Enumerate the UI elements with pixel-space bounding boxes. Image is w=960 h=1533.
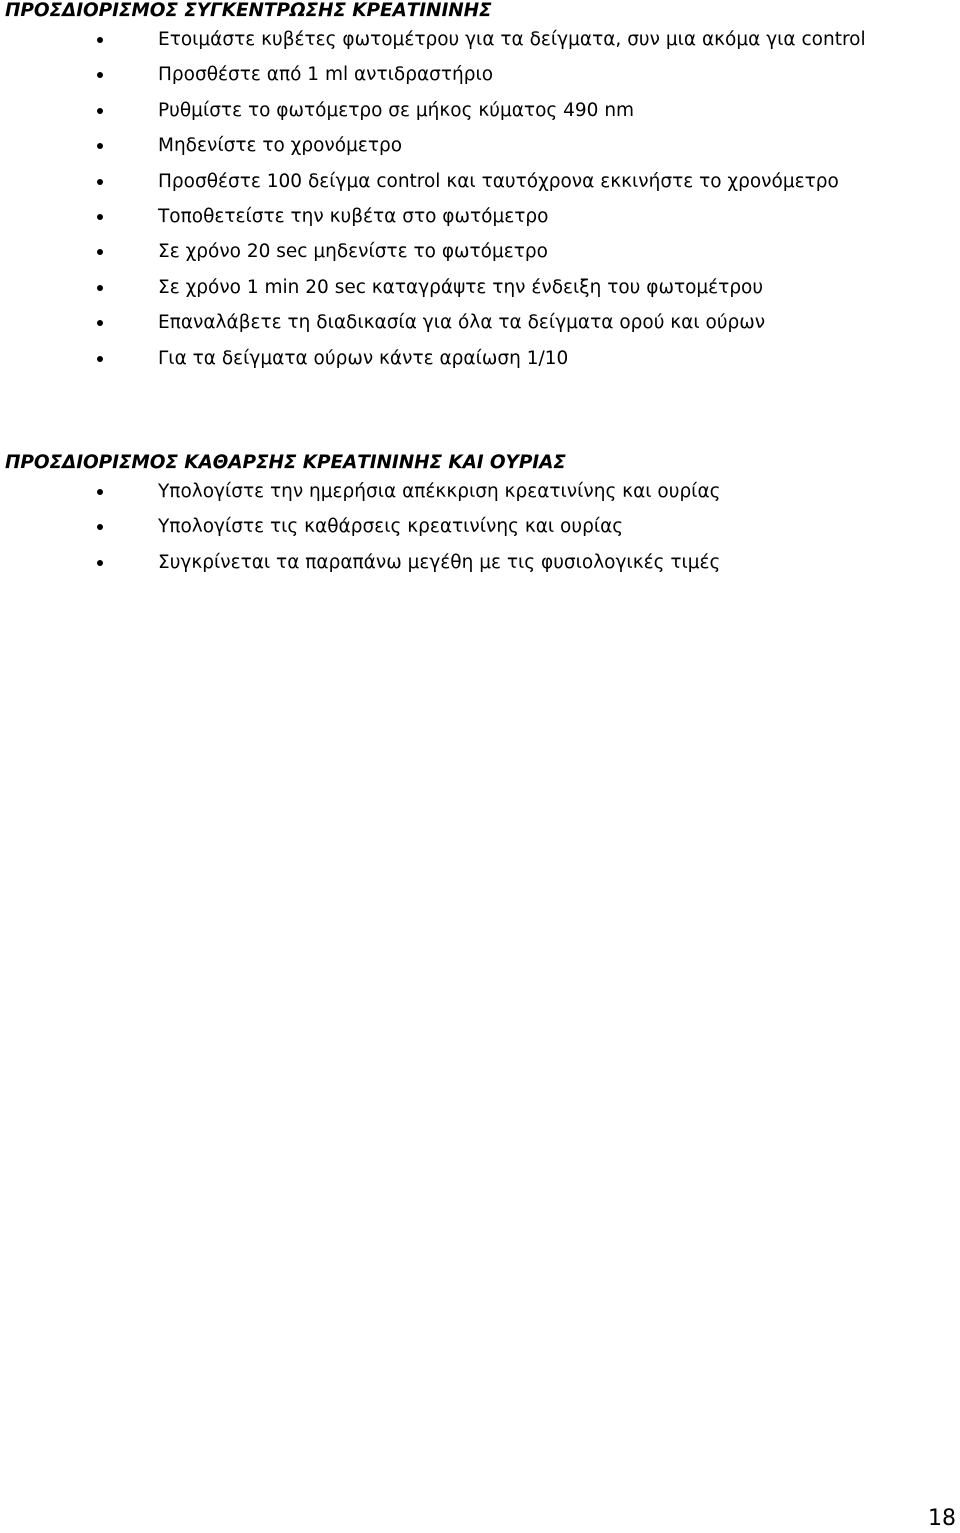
list-item (0, 341, 960, 376)
bullet-icon (97, 214, 103, 220)
bullet-icon (97, 108, 103, 114)
bullet-icon (97, 524, 103, 530)
list-item (0, 164, 960, 199)
procedure-list (0, 22, 960, 376)
bullet-icon (97, 72, 103, 78)
list-item-text: Για τα δείγματα ούρων κάντε αραίωση 1/10 (158, 347, 569, 369)
list-item-text: Σε χρόνο 1 min 20 sec καταγράψτε την ένδειξη του φωτομέτρου (158, 276, 764, 298)
procedure-list (0, 474, 960, 580)
bullet-icon (97, 143, 103, 149)
bullet-icon (97, 356, 103, 362)
list-item-text: Υπολογίστε την ημερήσια απέκκριση κρεατινίνης και ουρίας (158, 481, 721, 502)
list-item-text: Επαναλάβετε τη διαδικασία για όλα τα δείγματα ορού και ούρων (158, 312, 766, 334)
bullet-icon (97, 249, 103, 255)
list-item-text: Τοποθετείστε την κυβέτα στο φωτόμετρο (158, 205, 549, 227)
list-item (0, 128, 960, 163)
list-item (0, 93, 960, 128)
list-item-text: Συγκρίνεται τα παραπάνω μεγέθη με τις φυσιολογικές τιμές (158, 551, 721, 573)
bullet-icon (97, 37, 103, 43)
bullet-icon (97, 489, 103, 495)
list-item (0, 474, 960, 509)
bullet-icon (97, 285, 103, 291)
list-item-text: Μηδενίστε το χρονόμετρο (158, 135, 403, 157)
section-creatinine-concentration (0, 0, 960, 376)
list-item (0, 199, 960, 234)
page-number: 18 (928, 1506, 956, 1531)
list-item (0, 545, 960, 580)
list-item (0, 270, 960, 305)
list-item-text: Προσθέστε 100 δείγμα control και ταυτόχρονα εκκινήστε το χρονόμετρο (158, 170, 839, 192)
list-item-text: Υπολογίστε τις καθάρσεις κρεατινίνης και ουρίας (158, 516, 624, 538)
section-creatinine-urea-clearance (0, 452, 960, 580)
section-heading: ΠΡΟΣΔΙΟΡΙΣΜΟΣ ΚΑΘΑΡΣΗΣ ΚΡΕΑΤΙΝΙΝΗΣ ΚΑΙ ΟΥΡΙΑΣ (5, 452, 566, 473)
list-item (0, 57, 960, 92)
list-item (0, 305, 960, 340)
bullet-icon (97, 179, 103, 185)
list-item (0, 509, 960, 544)
section-heading: ΠΡΟΣΔΙΟΡΙΣΜΟΣ ΣΥΓΚΕΝΤΡΩΣΗΣ ΚΡΕΑΤΙΝΙΝΗΣ (5, 0, 492, 21)
list-item-text: Προσθέστε από 1 ml αντιδραστήριο (158, 64, 494, 86)
bullet-icon (97, 320, 103, 326)
list-item-text: Ρυθμίστε το φωτόμετρο σε μήκος κύματος 490 nm (158, 99, 635, 121)
list-item (0, 22, 960, 57)
list-item-text: Σε χρόνο 20 sec μηδενίστε το φωτόμετρο (158, 241, 548, 263)
list-item (0, 234, 960, 269)
bullet-icon (97, 560, 103, 566)
list-item-text: Ετοιμάστε κυβέτες φωτομέτρου για τα δείγματα, συν μια ακόμα για control (158, 29, 866, 50)
